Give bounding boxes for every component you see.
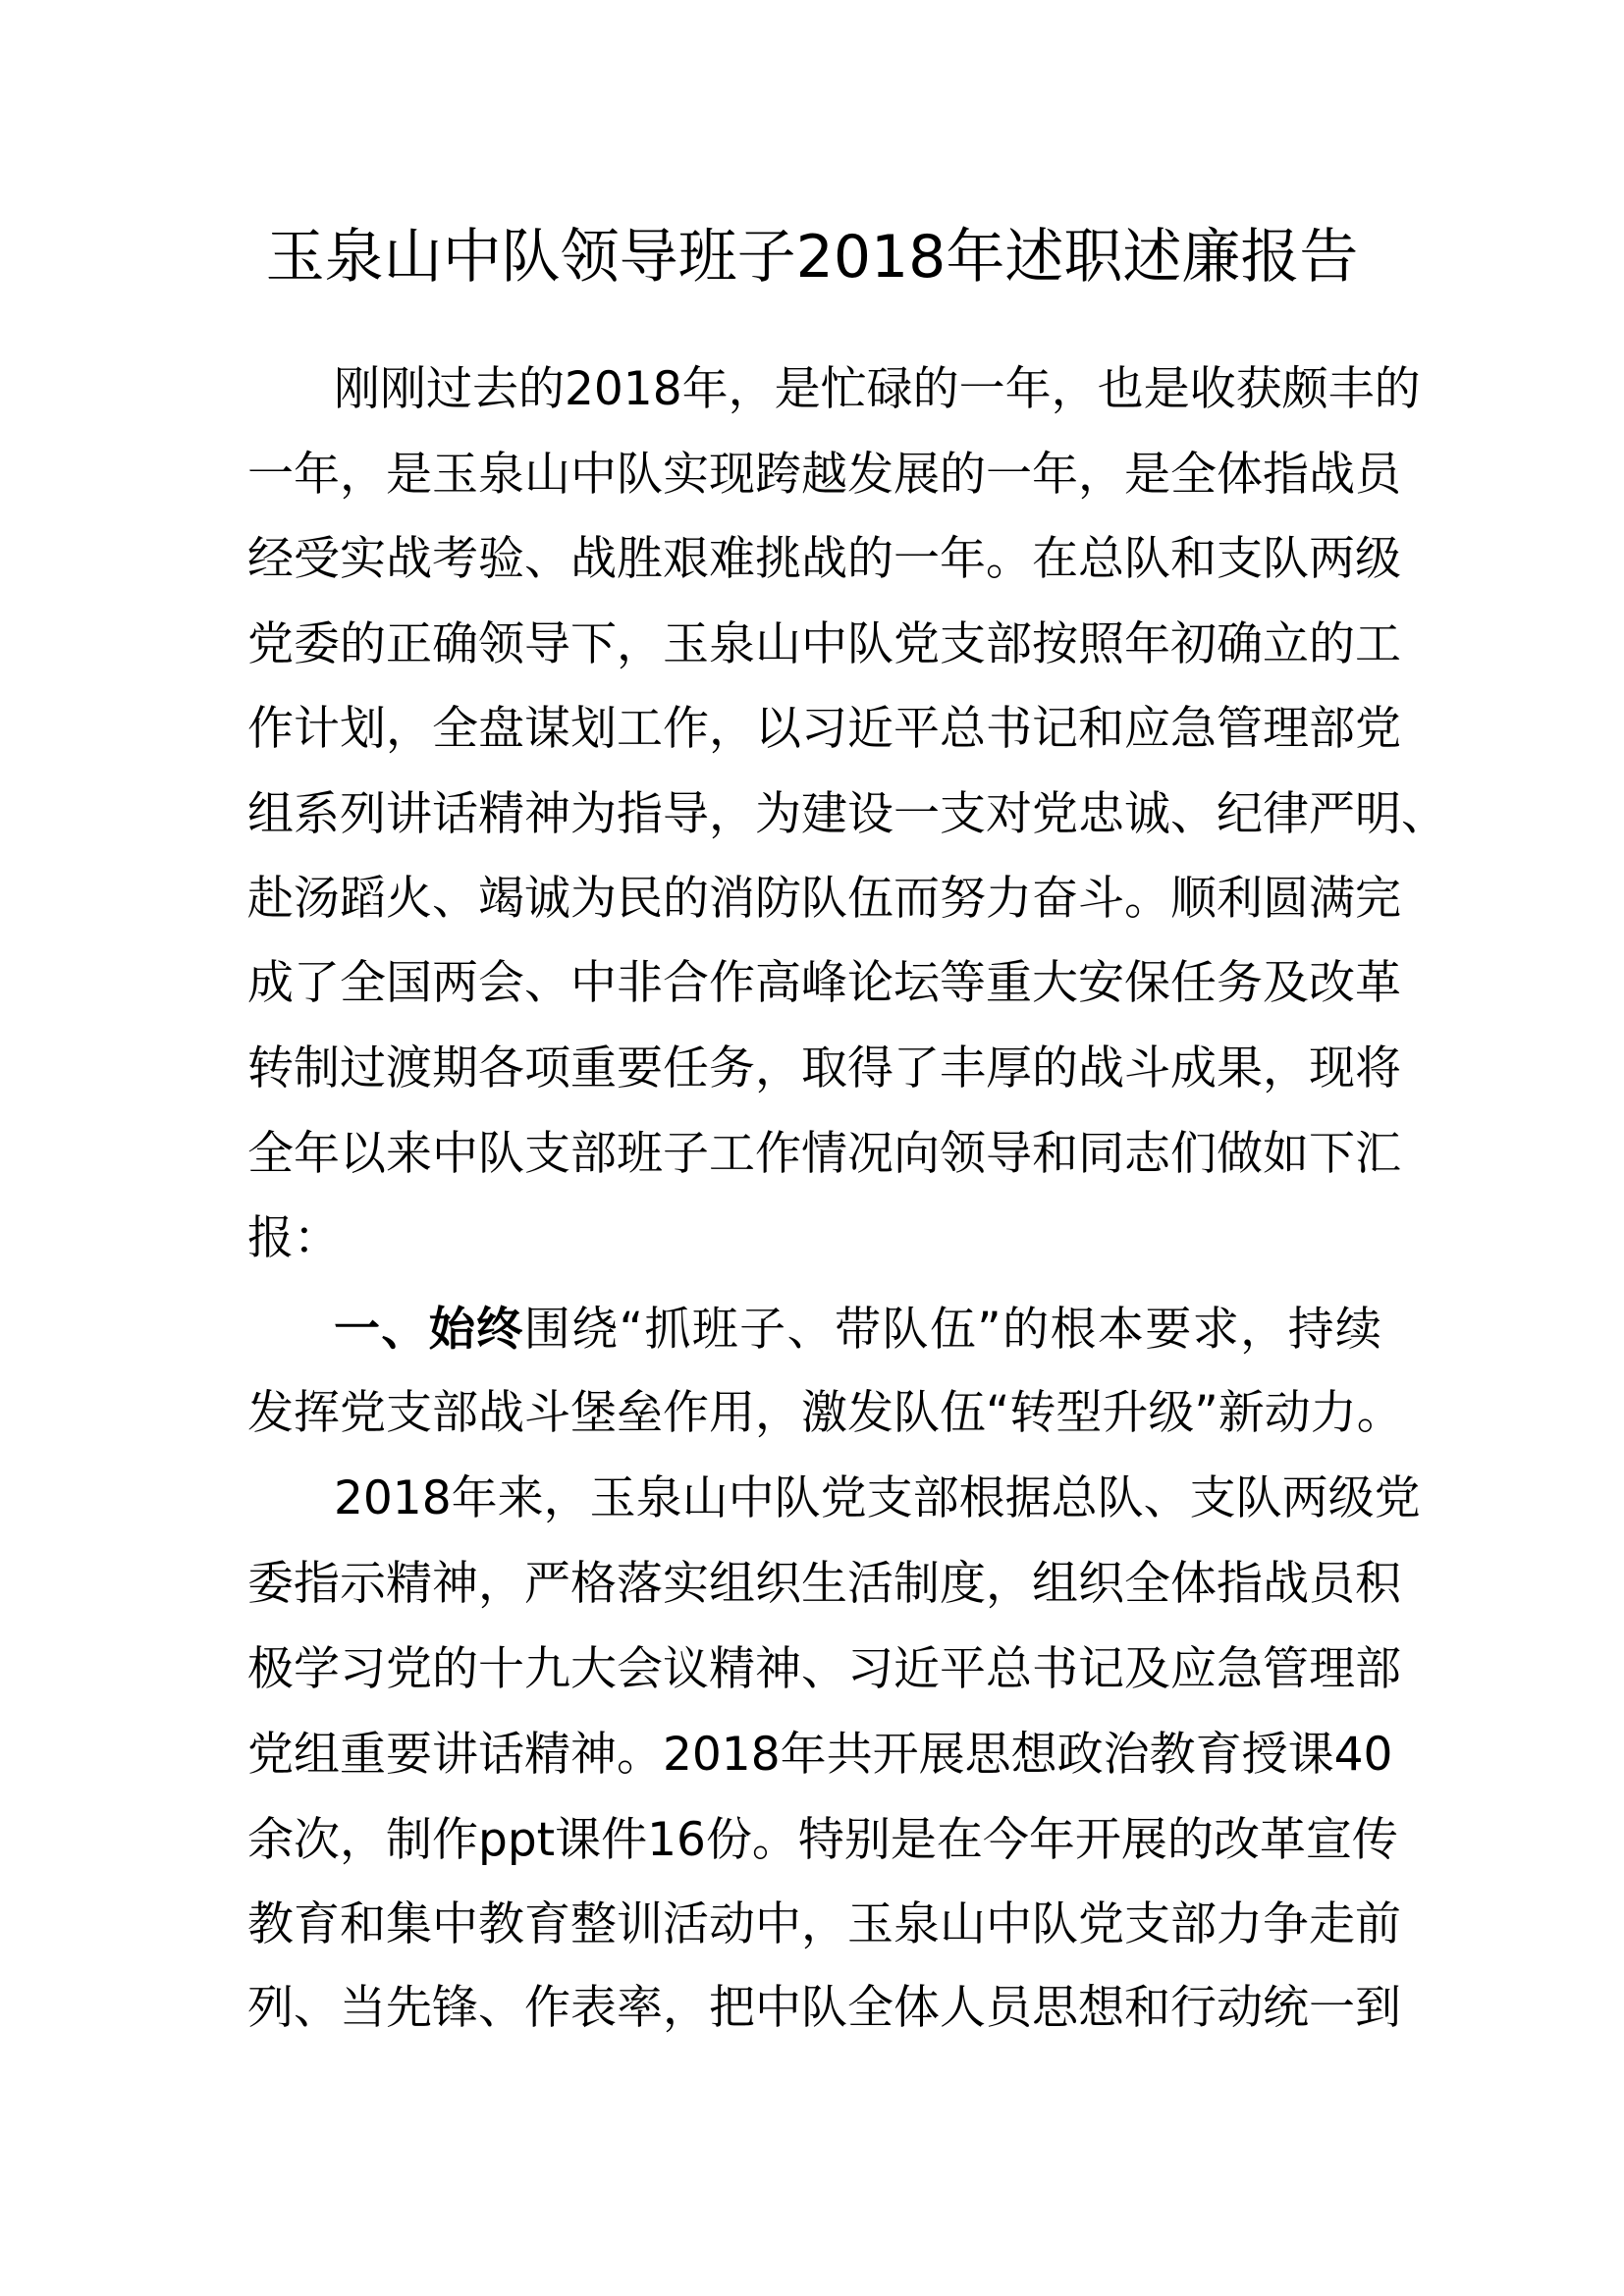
paragraph-line: 报： <box>247 1211 340 1265</box>
paragraph-line: 2018年来，玉泉山中队党支部根据总队、支队两级党 <box>334 1471 1421 1525</box>
paragraph-line: 余次，制作ppt课件16份。特别是在今年开展的改革宣传 <box>247 1813 1398 1867</box>
section-heading-line: 发挥党支部战斗堡垒作用，激发队伍“转型升级”新动力。 <box>247 1386 1403 1440</box>
paragraph-line: 组系列讲话精神为指导，为建设一支对党忠诚、纪律严明、 <box>247 787 1447 841</box>
heading-bold-text: 始终 <box>428 1303 524 1357</box>
document-title: 玉泉山中队领导班子2018年述职述廉报告 <box>265 223 1359 292</box>
heading-text: 围绕“抓班子、带队伍”的根本要求，持续 <box>523 1303 1382 1357</box>
heading-number: 一、 <box>334 1303 429 1357</box>
paragraph-line: 刚刚过去的2018年，是忙碌的一年，也是收获颇丰的 <box>334 362 1421 416</box>
paragraph-line: 极学习党的十九大会议精神、习近平总书记及应急管理部 <box>247 1642 1401 1696</box>
paragraph-line: 全年以来中队支部班子工作情况向领导和同志们做如下汇 <box>247 1127 1401 1181</box>
paragraph-line: 作计划，全盘谋划工作，以习近平总书记和应急管理部党 <box>247 702 1401 756</box>
paragraph-line: 转制过渡期各项重要任务，取得了丰厚的战斗成果，现将 <box>247 1041 1401 1095</box>
section-heading-line <box>334 1288 1381 1372</box>
paragraph-line: 教育和集中教育整训活动中，玉泉山中队党支部力争走前 <box>247 1897 1401 1951</box>
paragraph-line: 赴汤蹈火、竭诚为民的消防队伍而努力奋斗。顺利圆满完 <box>247 872 1401 926</box>
paragraph-line: 列、当先锋、作表率，把中队全体人员思想和行动统一到 <box>247 1981 1401 2035</box>
paragraph-line: 一年，是玉泉山中队实现跨越发展的一年，是全体指战员 <box>247 448 1401 502</box>
paragraph-line: 党委的正确领导下，玉泉山中队党支部按照年初确立的工 <box>247 617 1401 671</box>
paragraph-line: 经受实战考验、战胜艰难挑战的一年。在总队和支队两级 <box>247 532 1401 586</box>
paragraph-line: 委指示精神，严格落实组织生活制度，组织全体指战员积 <box>247 1557 1401 1611</box>
paragraph-line: 党组重要讲话精神。2018年共开展思想政治教育授课40 <box>247 1728 1393 1782</box>
paragraph-line: 成了全国两会、中非合作高峰论坛等重大安保任务及改革 <box>247 956 1401 1010</box>
